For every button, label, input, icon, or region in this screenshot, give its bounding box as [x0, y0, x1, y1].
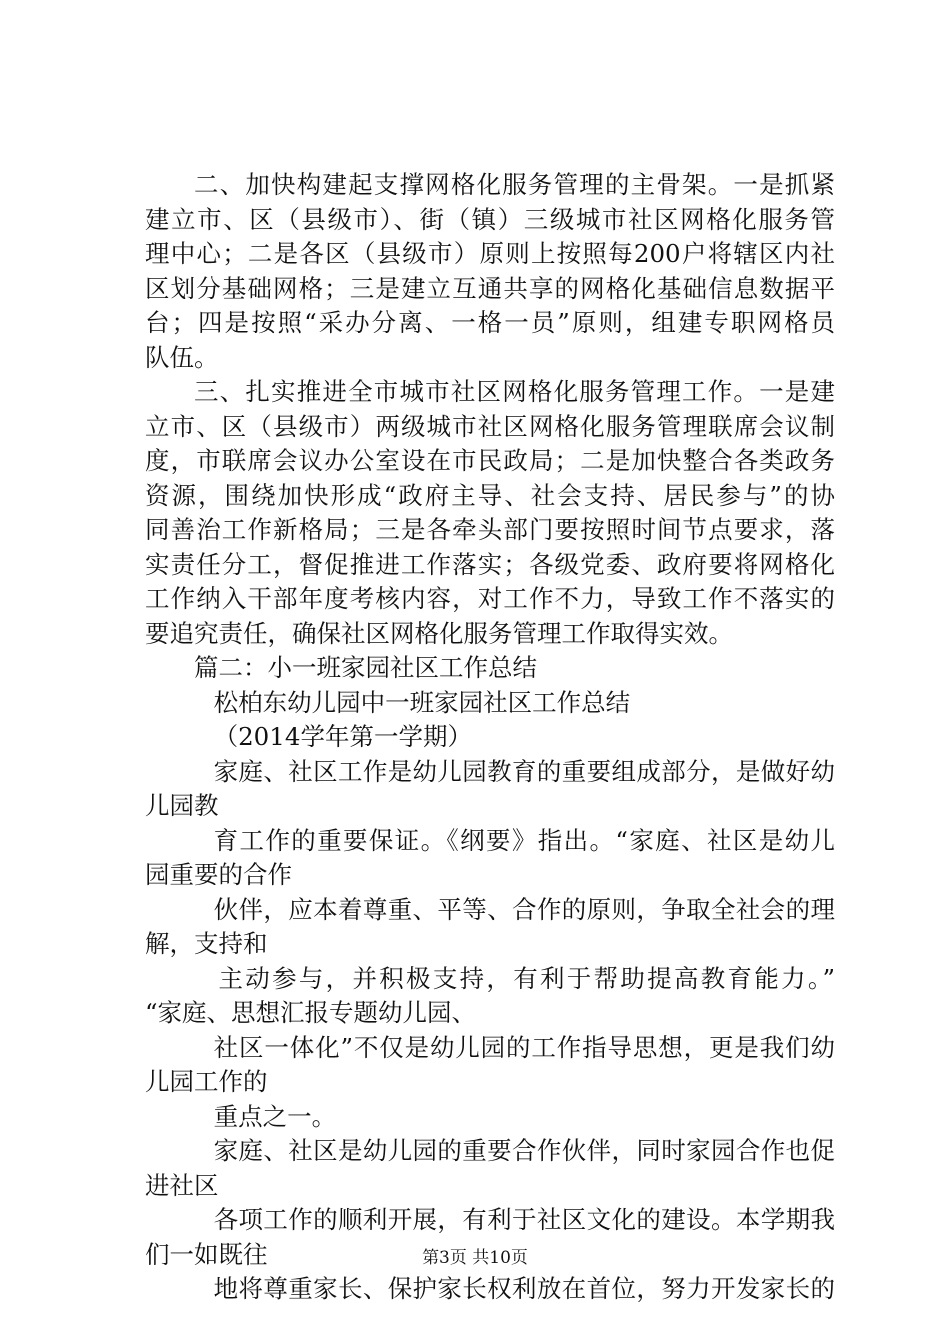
text-line: 们一如既往 [145, 1239, 268, 1269]
text-line: 家庭、社区是幼儿园的重要合作伙伴，同时家园合作也促 [213, 1136, 835, 1165]
text-line: 同善治工作新格局；三是各牵头部门要按照时间节点要求，落 [145, 515, 835, 544]
text-line: 三、扎实推进全市城市社区网格化服务管理工作。一是建 [194, 377, 835, 406]
text-line: 儿园教 [145, 791, 219, 820]
text-line: 实责任分工，督促推进工作落实；各级党委、政府要将网格化 [145, 549, 835, 579]
document-body [145, 168, 835, 1307]
text-line: 重点之一。 [213, 1101, 337, 1131]
text-line: 家庭、社区工作是幼儿园教育的重要组成部分，是做好幼 [213, 756, 835, 786]
text-line: 资源，围绕加快形成“政府主导、社会支持、居民参与”的协 [145, 480, 835, 510]
text-line: 松柏东幼儿园中一班家园社区工作总结 [213, 687, 631, 717]
text-line: 度，市联席会议办公室设在市民政局；二是加快整合各类政务 [145, 446, 835, 475]
text-line: 儿园工作的 [145, 1067, 268, 1096]
text-line: 建立市、区（县级市）、街（镇）三级城市社区网格化服务管 [145, 204, 835, 234]
text-line: 工作纳入干部年度考核内容，对工作不力，导致工作不落实的 [145, 584, 835, 613]
text-line: 篇二：小一班家园社区工作总结 [194, 653, 537, 682]
text-line: 地将尊重家长、保护家长权利放在首位，努力开发家长的 [213, 1274, 835, 1303]
text-line: （2014学年第一学期） [213, 722, 472, 751]
text-line: 区划分基础网格；三是建立互通共享的网格化基础信息数据平 [145, 273, 835, 303]
text-line: “家庭、思想汇报专题幼儿园、 [145, 998, 477, 1027]
text-line: 园重要的合作 [145, 860, 292, 889]
text-line: 理中心；二是各区（县级市）原则上按照每200户将辖区内社 [145, 239, 835, 268]
text-line: 解，支持和 [145, 929, 268, 958]
text-line: 各项工作的顺利开展，有利于社区文化的建设。本学期我 [213, 1205, 835, 1234]
text-line: 进社区 [145, 1170, 219, 1200]
page-footer: 第3页 共10页 [422, 1248, 528, 1268]
text-line: 立市、区（县级市）两级城市社区网格化服务管理联席会议制 [145, 411, 835, 441]
text-line: 队伍。 [145, 342, 219, 372]
text-line: 育工作的重要保证。《纲要》指出。“家庭、社区是幼儿 [213, 825, 835, 855]
text-line: 主动参与，并积极支持，有利于帮助提高教育能力。” [218, 963, 835, 993]
text-line: 要追究责任，确保社区网格化服务管理工作取得实效。 [145, 618, 733, 648]
text-line: 社区一体化”不仅是幼儿园的工作指导思想，更是我们幼 [213, 1032, 835, 1062]
text-line: 二、加快构建起支撑网格化服务管理的主骨架。一是抓紧 [194, 170, 835, 199]
text-line: 台；四是按照“采办分离、一格一员”原则，组建专职网格员 [145, 308, 835, 337]
text-line: 伙伴，应本着尊重、平等、合作的原则，争取全社会的理 [213, 894, 835, 924]
